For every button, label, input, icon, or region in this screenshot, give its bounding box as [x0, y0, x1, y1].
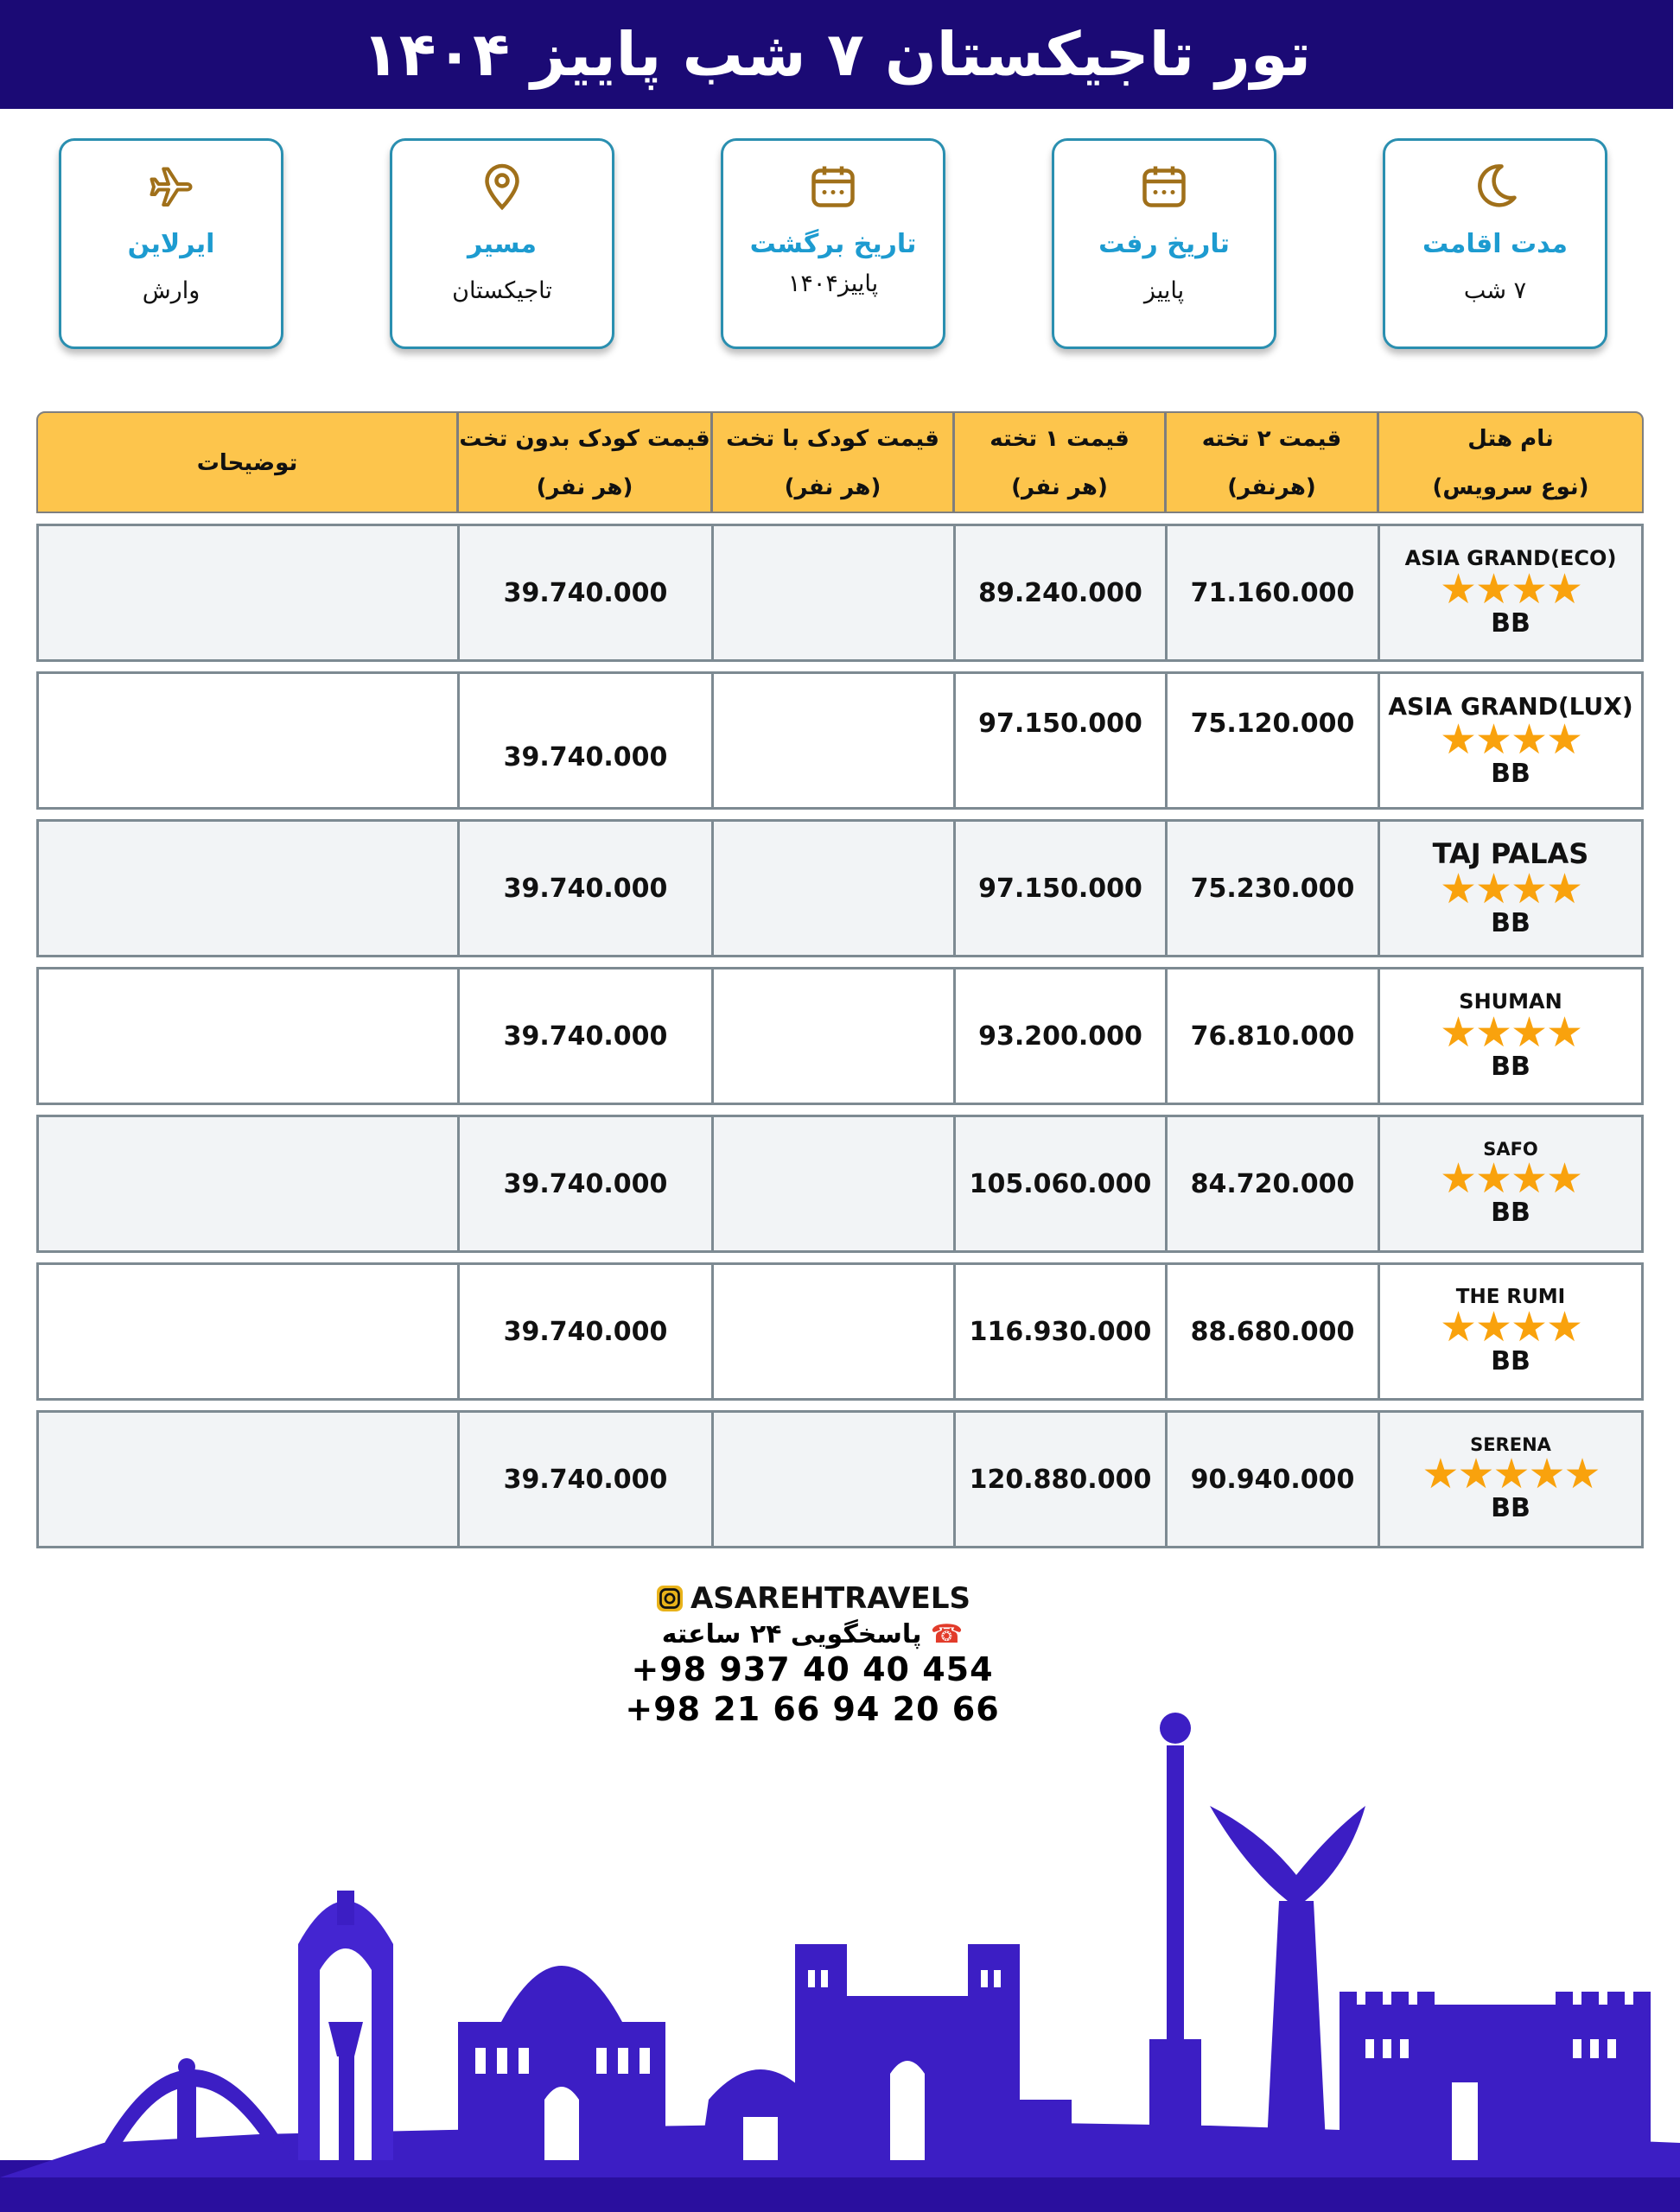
single-price: 116.930.000 — [953, 1265, 1165, 1398]
hotel-cell — [1378, 969, 1641, 1103]
board-type: BB — [1491, 908, 1530, 938]
hotel-cell — [1378, 1413, 1641, 1546]
hotel-cell — [1378, 1265, 1641, 1398]
notes-cell — [39, 1117, 457, 1250]
star-rating-icon: ★★★★ — [1439, 1303, 1582, 1351]
child-with-bed-price — [711, 526, 953, 659]
board-type: BB — [1491, 758, 1530, 789]
child-with-bed-price — [711, 1413, 953, 1546]
single-price: 93.200.000 — [953, 969, 1165, 1103]
page-title: تور تاجیکستان ۷ شب پاییز ۱۴۰۴ — [0, 0, 1673, 109]
phone-landline[interactable]: +98 21 66 94 20 66 — [625, 1690, 1000, 1728]
child-no-bed-price: 39.740.000 — [457, 674, 711, 807]
double-price: 76.810.000 — [1165, 969, 1378, 1103]
notes-cell — [39, 822, 457, 955]
hotel-name: ASIA GRAND(ECO) — [1404, 546, 1617, 570]
star-rating-icon: ★★★★ — [1439, 565, 1582, 613]
star-rating-icon: ★★★★ — [1439, 1154, 1582, 1203]
star-rating-icon: ★★★★★ — [1422, 1450, 1600, 1498]
header-notes: توضیحات — [196, 450, 298, 476]
calendar-icon — [723, 160, 943, 212]
child-with-bed-price — [711, 674, 953, 807]
header-child-no-bed: قیمت کودک بدون تخت (هر نفر) — [456, 413, 710, 513]
duration-value: ۷ شب — [1463, 277, 1527, 304]
calendar-icon — [1054, 160, 1274, 212]
single-price: 105.060.000 — [953, 1117, 1165, 1250]
info-card-departure-date — [1052, 138, 1276, 349]
route-value: تاجیکستان — [452, 277, 552, 304]
double-price: 90.940.000 — [1165, 1413, 1378, 1546]
moon-icon — [1385, 160, 1605, 212]
child-with-bed-price — [711, 1117, 953, 1250]
child-no-bed-price: 39.740.000 — [457, 969, 711, 1103]
hotel-cell — [1378, 1117, 1641, 1250]
hotel-name: SHUMAN — [1459, 989, 1562, 1014]
double-price: 75.120.000 — [1165, 674, 1378, 807]
route-label: مسیر — [467, 229, 537, 259]
tour-info-cards — [59, 138, 1614, 351]
hotel-name: SAFO — [1483, 1139, 1538, 1160]
notes-cell — [39, 526, 457, 659]
header-hotel-name: نام هتل (نوع سرویس) — [1377, 413, 1642, 513]
table-row — [36, 524, 1644, 662]
board-type: BB — [1491, 608, 1530, 639]
header-double-price: قیمت ۲ تخته (هرنفر) — [1164, 413, 1377, 513]
hotel-name: ASIA GRAND(LUX) — [1388, 691, 1633, 721]
header-child-with-bed: قیمت کودک با تخت (هر نفر) — [710, 413, 952, 513]
return-date-label: تاریخ برگشت — [749, 229, 917, 259]
table-row — [36, 1262, 1644, 1401]
table-row — [36, 1410, 1644, 1548]
instagram-icon — [654, 1583, 685, 1614]
board-type: BB — [1491, 1052, 1530, 1082]
single-price: 97.150.000 — [953, 822, 1165, 955]
hotel-cell — [1378, 526, 1641, 659]
airline-value: وارش — [142, 277, 200, 304]
dushanbe-skyline-illustration — [0, 1694, 1680, 2212]
departure-date-label: تاریخ رفت — [1098, 229, 1230, 259]
return-date-value: پاییز۱۴۰۴ — [787, 270, 879, 297]
hotel-name: SERENA — [1470, 1434, 1551, 1455]
board-type: BB — [1491, 1346, 1530, 1376]
notes-cell — [39, 969, 457, 1103]
info-card-airline — [59, 138, 283, 349]
star-rating-icon: ★★★★ — [1439, 1008, 1582, 1057]
notes-cell — [39, 1413, 457, 1546]
instagram-handle[interactable]: ASAREHTRAVELS — [605, 1581, 1020, 1616]
child-no-bed-price: 39.740.000 — [457, 1265, 711, 1398]
phone-mobile[interactable]: +98 937 40 40 454 — [631, 1650, 994, 1688]
child-no-bed-price: 39.740.000 — [457, 822, 711, 955]
star-rating-icon: ★★★★ — [1439, 715, 1582, 764]
double-price: 88.680.000 — [1165, 1265, 1378, 1398]
board-type: BB — [1491, 1493, 1530, 1523]
notes-cell — [39, 674, 457, 807]
header-single-price: قیمت ۱ تخته (هر نفر) — [952, 413, 1164, 513]
duration-label: مدت اقامت — [1422, 229, 1569, 259]
info-card-duration — [1383, 138, 1607, 349]
double-price: 71.160.000 — [1165, 526, 1378, 659]
notes-cell — [39, 1265, 457, 1398]
price-table-header — [36, 411, 1644, 513]
location-pin-icon — [392, 160, 612, 212]
child-no-bed-price: 39.740.000 — [457, 526, 711, 659]
hotel-name: TAJ PALAS — [1432, 837, 1589, 870]
info-card-return-date — [721, 138, 945, 349]
child-with-bed-price — [711, 969, 953, 1103]
hotel-cell — [1378, 674, 1641, 807]
double-price: 75.230.000 — [1165, 822, 1378, 955]
child-with-bed-price — [711, 1265, 953, 1398]
hotel-cell — [1378, 822, 1641, 955]
plane-icon — [61, 160, 281, 212]
table-row — [36, 967, 1644, 1105]
support-24h: ☎ پاسخگویی ۲۴ ساعته — [661, 1619, 964, 1649]
single-price: 89.240.000 — [953, 526, 1165, 659]
single-price: 120.880.000 — [953, 1413, 1165, 1546]
single-price: 97.150.000 — [953, 674, 1165, 807]
child-no-bed-price: 39.740.000 — [457, 1413, 711, 1546]
table-row — [36, 819, 1644, 957]
info-card-route — [390, 138, 614, 349]
child-with-bed-price — [711, 822, 953, 955]
child-no-bed-price: 39.740.000 — [457, 1117, 711, 1250]
phone-icon: ☎ — [930, 1619, 964, 1649]
double-price: 84.720.000 — [1165, 1117, 1378, 1250]
table-row — [36, 671, 1644, 810]
airline-label: ایرلاین — [127, 229, 215, 259]
star-rating-icon: ★★★★ — [1439, 865, 1582, 913]
board-type: BB — [1491, 1198, 1530, 1228]
table-row — [36, 1115, 1644, 1253]
hotel-name: THE RUMI — [1455, 1286, 1566, 1308]
departure-date-value: پاییز — [1143, 277, 1185, 304]
